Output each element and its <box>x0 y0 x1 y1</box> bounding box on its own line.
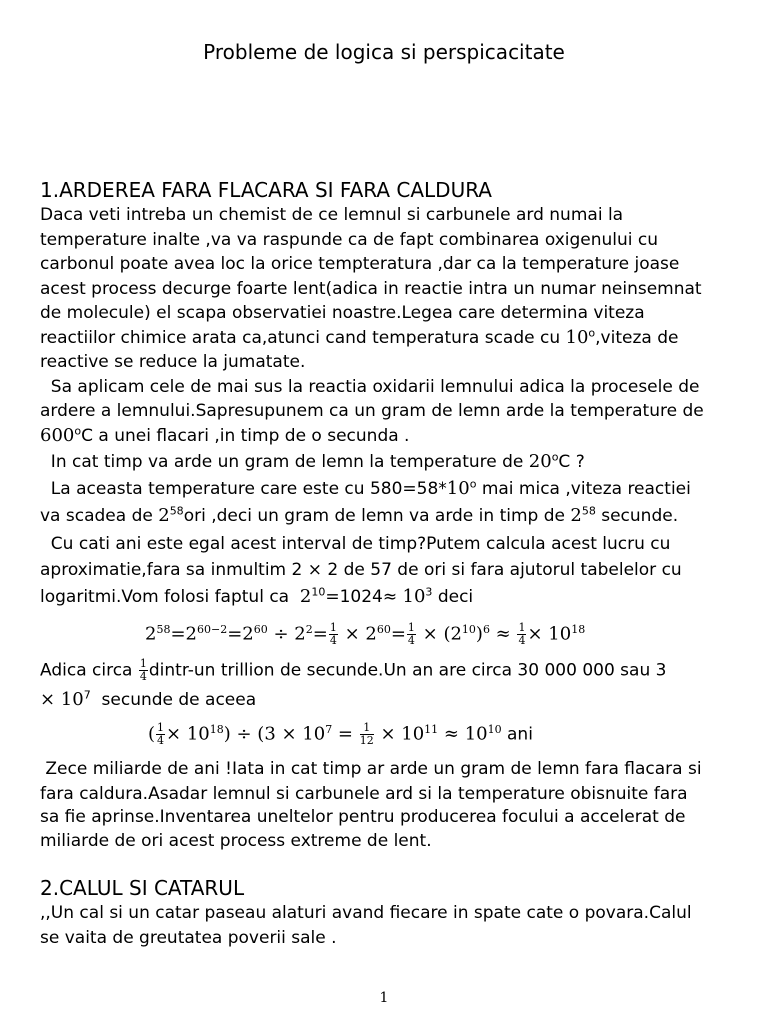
paragraph-line <box>40 688 740 713</box>
text-run: secunde. <box>595 506 679 526</box>
paragraph-line: aproximatie,fara sa inmultim 2 × 2 de 57 de ori si fara ajutorul tabelelor cu <box>40 560 682 580</box>
paragraph-line: Sa aplicam cele de mai sus la reactia oxidarii lemnului adica la procesele de <box>40 376 700 397</box>
fraction-numerator: 1 <box>360 722 374 735</box>
math-term: 600 <box>40 424 75 446</box>
paragraph-line: ,,Un cal si un catar paseau alaturi avand fiecare in spate cate o povara.Calul <box>40 903 692 923</box>
exponent: 7 <box>83 688 91 702</box>
math-term: 2 <box>299 585 312 607</box>
math-term: × 10 <box>40 689 84 710</box>
math-term: 2 <box>570 505 582 526</box>
math-term: ÷ 2 <box>267 623 306 645</box>
fraction <box>517 622 526 647</box>
section-1-body <box>40 203 740 609</box>
paragraph-line <box>40 585 740 610</box>
paragraph-line <box>40 424 740 449</box>
exponent: 10 <box>461 622 476 636</box>
paragraph-line: acest process decurge foarte lent(adica in reactie intra un numar neinsemnat <box>40 278 702 299</box>
document-title: Probleme de logica si perspicacitate <box>203 40 565 64</box>
fraction-denominator: 4 <box>157 734 165 747</box>
paragraph-line: miliarde de ori acest process extreme de lent. <box>40 830 432 851</box>
exponent: 58 <box>581 504 596 518</box>
text-run: dintr-un trillion de secunde.Un an are circa 30 000 000 sau 3 <box>148 660 667 681</box>
math-term: ( <box>148 723 156 745</box>
formula-power-of-two <box>145 622 585 647</box>
fraction <box>360 722 374 747</box>
paragraph-line: carbonul poate avea loc la orice tempteratura ,dar ca la temperature joase <box>40 254 680 274</box>
math-term: = <box>332 723 359 745</box>
fraction-numerator: 1 <box>518 621 526 634</box>
exponent: 6 <box>482 622 490 636</box>
section-1-body-cont <box>40 658 740 713</box>
math-term: × 10 <box>527 623 572 645</box>
fraction-numerator: 1 <box>139 657 147 670</box>
paragraph-line: Cu cati ani este egal acest interval de timp?Putem calcula acest lucru cu <box>40 533 671 554</box>
paragraph-line: ardere a lemnului.Sapresupunem ca un gram de lemn arde la temperature de <box>40 401 704 421</box>
exponent: 18 <box>209 722 224 736</box>
fraction-numerator: 1 <box>329 621 337 634</box>
math-term: =2 <box>227 623 254 645</box>
paragraph-line: se vaita de greutatea poverii sale . <box>40 927 337 948</box>
math-term: = <box>312 623 328 645</box>
exponent: o <box>551 450 559 464</box>
math-term: × 10 <box>374 723 425 745</box>
text-run: Adica circa <box>40 660 138 681</box>
paragraph-line: sa fie aprinse.Inventarea uneltelor pentru producerea focului a accelerat de <box>40 807 686 827</box>
paragraph-line <box>40 450 740 475</box>
fraction-denominator: 4 <box>518 634 526 647</box>
math-term: ≈ 10 <box>438 723 488 745</box>
text-run: ani <box>501 724 533 745</box>
section-2-heading: 2.CALUL SI CATARUL <box>40 876 245 900</box>
math-term: 2 <box>145 623 157 645</box>
paragraph-line: Zece miliarde de ani !Iata in cat timp ar arde un gram de lemn fara flacara si <box>40 759 702 779</box>
text-run: ori ,deci un gram de lemn va arde in timp de <box>183 506 571 526</box>
fraction-numerator: 1 <box>157 721 165 734</box>
math-term: 2 <box>158 505 170 526</box>
math-term: ) <box>475 623 483 645</box>
fraction <box>156 722 165 747</box>
paragraph-line: de molecule) el scapa observatiei noastre.Legea care determina viteza <box>40 303 645 323</box>
math-term: × 10 <box>166 723 210 745</box>
section-1-heading: 1.ARDEREA FARA FLACARA SI FARA CALDURA <box>40 178 492 202</box>
text-run: va scadea de <box>40 506 159 526</box>
exponent: 18 <box>571 622 586 636</box>
math-term: ) ÷ (3 × 10 <box>223 723 326 745</box>
exponent: o <box>588 325 596 339</box>
text-run: La aceasta temperature care este cu 580=58* <box>40 478 447 499</box>
math-term: =2 <box>170 623 197 645</box>
paragraph-line: temperature inalte ,va va raspunde ca de fapt combinarea oxigenului cu <box>40 229 659 250</box>
paragraph-line <box>40 326 740 351</box>
fraction-denominator: 4 <box>407 634 415 647</box>
text-run: deci <box>432 586 474 607</box>
text-run: secunde de aceea <box>90 690 257 710</box>
exponent: 11 <box>424 722 439 736</box>
math-term: ≈ <box>489 623 517 645</box>
exponent: 60 <box>376 622 391 636</box>
text-run: In cat timp va arde un gram de lemn la temperature de <box>40 452 529 472</box>
paragraph-line <box>40 658 740 688</box>
section-2-body <box>40 901 740 950</box>
exponent: 60−2 <box>197 622 228 636</box>
fraction <box>329 622 338 647</box>
math-term: × 2 <box>338 623 377 645</box>
paragraph-line <box>40 477 740 502</box>
paragraph-line: Daca veti intreba un chemist de ce lemnul si carbunele ard numai la <box>40 205 624 225</box>
paragraph-line: fara caldura.Asadar lemnul si carbunele ard si la temperature obisnuite fara <box>40 783 688 804</box>
text-run: logaritmi.Vom folosi faptul ca <box>40 586 300 607</box>
exponent: 2 <box>305 622 313 636</box>
math-term: = <box>390 623 406 645</box>
exponent: 10 <box>487 722 502 736</box>
exponent: 58 <box>156 622 171 636</box>
exponent: 7 <box>325 722 333 736</box>
paragraph-line: reactive se reduce la jumatate. <box>40 352 306 372</box>
text-run: C a unei flacari ,in timp de o secunda . <box>81 425 410 446</box>
fraction-numerator: 1 <box>407 621 415 634</box>
exponent: 10 <box>311 584 326 598</box>
exponent: 3 <box>425 584 433 598</box>
paragraph-line <box>40 504 740 529</box>
exponent: 60 <box>253 622 268 636</box>
text-run: reactiilor chimice arata ca,atunci cand temperatura scade cu <box>40 327 566 348</box>
math-term: × (2 <box>416 623 462 645</box>
formula-years <box>148 722 533 747</box>
fraction-denominator: 4 <box>139 670 147 683</box>
exponent: o <box>469 476 477 490</box>
math-term: 10 <box>446 477 470 499</box>
fraction <box>407 622 416 647</box>
exponent: 58 <box>169 504 184 518</box>
text-run: ,viteza de <box>595 327 679 348</box>
exponent: o <box>74 423 82 437</box>
section-1-conclusion <box>40 757 740 853</box>
page-number: 1 <box>379 990 389 1006</box>
fraction-denominator: 12 <box>359 734 374 747</box>
math-term: 20 <box>528 451 552 472</box>
fraction <box>139 658 148 683</box>
text-run: =1024≈ <box>325 586 403 607</box>
fraction-denominator: 4 <box>329 634 337 647</box>
math-term: 10 <box>402 585 426 607</box>
text-run: C ? <box>558 452 585 472</box>
math-term: 10 <box>565 326 589 348</box>
text-run: mai mica ,viteza reactiei <box>476 478 691 499</box>
